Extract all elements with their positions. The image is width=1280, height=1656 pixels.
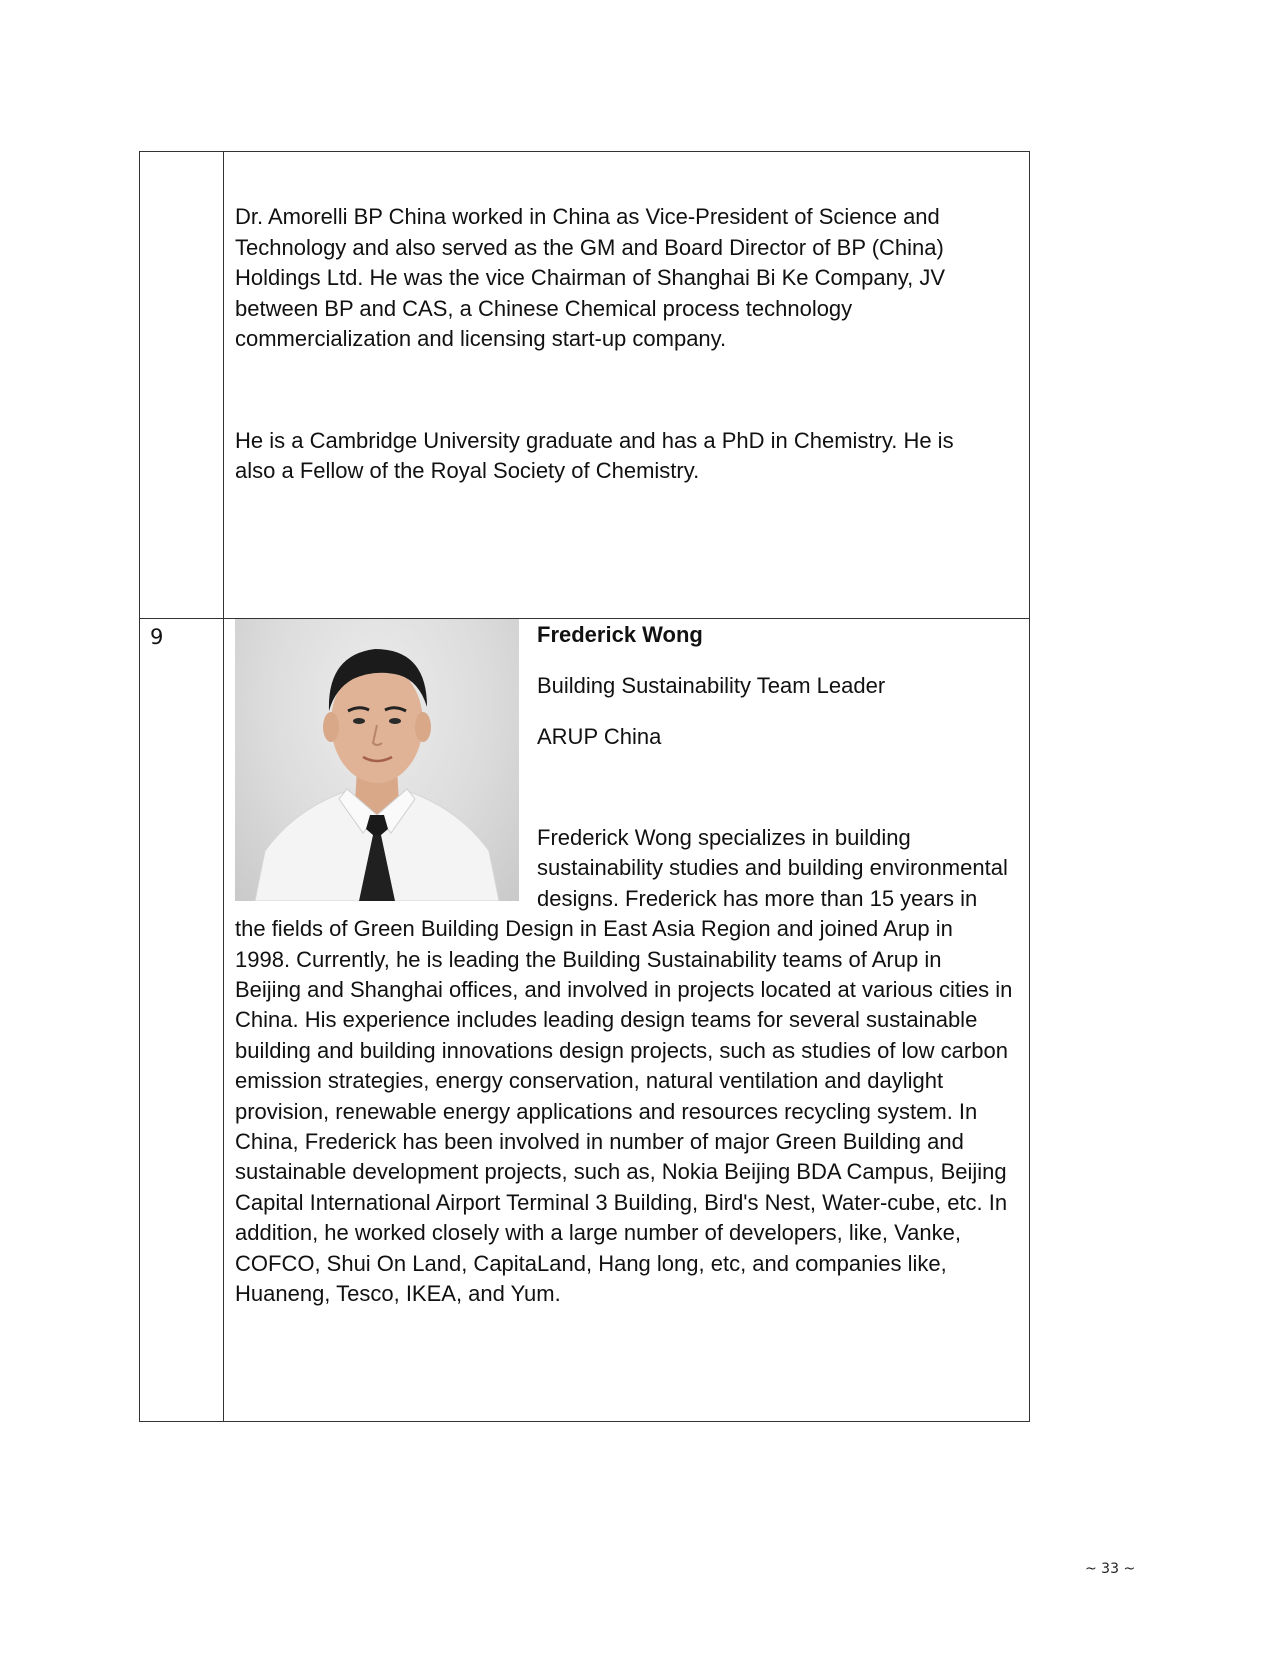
continuation-paragraph: Dr. Amorelli BP China worked in China as Vice-President of Science and Technology and also served as the GM and Board Director of BP (China) Holdings Ltd. He was the vice Chairman of Shanghai Bi Ke Company, JV between BP and CAS, a Chinese Chemical process technology commercialization and licensing start-up company.	[235, 204, 946, 351]
continuation-paragraph: He is a Cambridge University graduate and has a PhD in Chemistry. He is also a Fellow of the Royal Society of Chemistry.	[235, 427, 954, 483]
table-row	[140, 619, 1030, 1422]
speaker-bio-cell	[224, 619, 1030, 1422]
table-row	[140, 152, 1030, 619]
number-cell	[140, 619, 224, 1422]
speaker-number: 9	[150, 625, 164, 649]
speaker-role: Building Sustainability Team Leader	[537, 673, 886, 698]
number-cell-empty	[140, 152, 224, 619]
speaker-photo	[235, 619, 519, 901]
speaker-table	[139, 151, 1030, 1422]
speaker-organization: ARUP China	[537, 724, 662, 749]
speaker-name: Frederick Wong	[537, 622, 703, 647]
speaker-bio: Frederick Wong specializes in building sustainability studies and building environmental designs. Frederick has more than 15 years in the fields of Green Building Design in East Asia Region and joined Arup in 1998. Currently, he is leading the Building Sustainability teams of Arup in Beijing and Shanghai offices, and involved in projects located at various cities in China. His experience includes leading design teams for several sustainable building and building innovations design projects, such as studies of low carbon emission strategies, energy conservation, natural ventilation and daylight provision, renewable energy applications and resources recycling system. In China, Frederick has been involved in number of major Green Building and sustainable development projects, such as, Nokia Beijing BDA Campus, Beijing Capital International Airport Terminal 3 Building, Bird's Nest, Water-cube, etc. In addition, he worked closely with a large number of developers, like, Vanke, COFCO, Shui On Land, CapitaLand, Hang long, etc, and companies like, Huaneng, Tesco, IKEA, and Yum.	[235, 825, 1013, 1307]
continuation-cell	[224, 152, 1030, 619]
page-number: ~ 33 ~	[1085, 1561, 1136, 1577]
